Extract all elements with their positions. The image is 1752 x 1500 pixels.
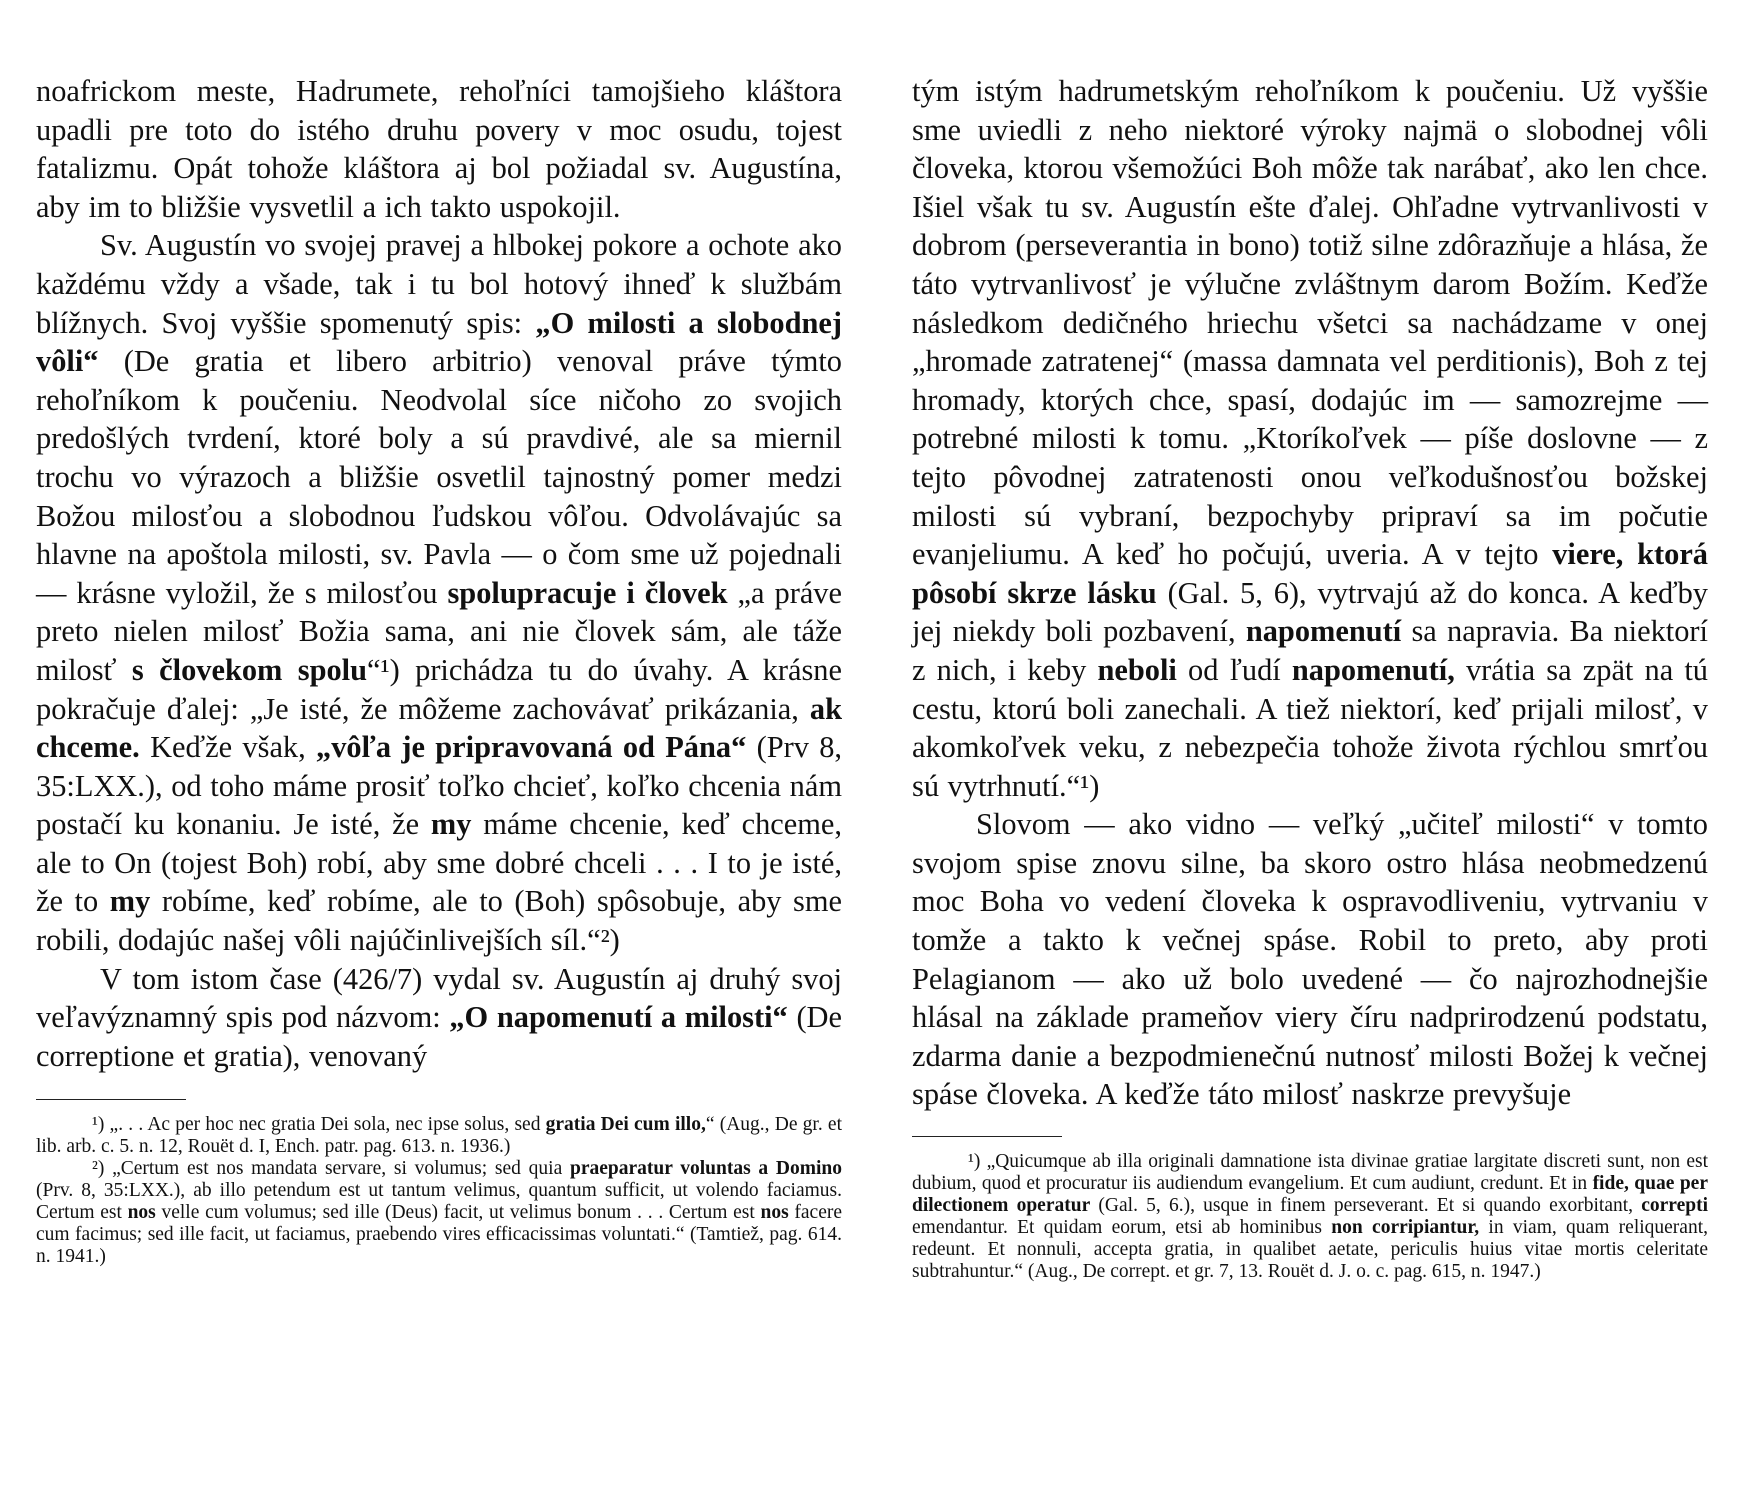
text-run: „a práve preto nielen milosť Božia sama, ani nie človek sám, ale táže milosť (36, 575, 842, 687)
text-run: tým istým hadrumetským rehoľníkom k poučeniu. Už vyššie sme uviedli z neho niektoré výroky najmä o slobodnej vôli človeka, ktorou všemožúci Boh môže tak narábať, ako len chce. Išiel však tu sv. Augustín ešte ďalej. Ohľadne vytrvanlivosti v dobrom (perseverantia in bono) totiž silne zdôrazňuje a hlása, že táto vytrvanlivosť je výlučne zvláštnym darom Božím. Keďže následkom dedičného hriechu všetci sa nachádzame v onej „hromade zatratenej“ (massa damnata vel perditionis), Boh z tej hromady, ktorých chce, spasí, dodajúc im — samozrejme — potrebné milosti k tomu. „Ktoríkoľvek — píše doslovne — z tejto pôvodnej zatratenosti onou veľkodušnosťou božskej milosti sú vybraní, bezpochyby pripraví sa im počutie evanjeliumu. A keď ho počujú, uveria. A v tejto (912, 74, 1708, 572)
text-run: (De gratia et libero arbitrio) venoval práve týmto rehoľníkom k poučeniu. Neodvolal síce ničoho zo svojich predošlých tvrdení, ktoré boly a sú pravdivé, ale sa miernil trochu vo výrazoch a bližšie osvetlil tajnostný pomer medzi Božou milosťou a slobodnou ľudskou vôľou. Odvolávajúc sa hlavne na apoštola milosti, sv. Pavla — o čom sme už pojednali — krásne vyložil, že s milosťou (36, 344, 842, 610)
text-run: in viam, quam reliquerant, redeunt. Et nonnuli, accepta gratia, in qualibet aetate, periculis huius vitae mortis celeritate subtrahuntur.“ (Aug., De corrept. et gr. 7, 13. Rouët d. J. o. c. pag. 615, n. 1947.) (912, 1217, 1708, 1283)
text-run: Keďže však, (139, 730, 317, 765)
bold-text-run: napomenutí, (1291, 652, 1455, 687)
text-run: V tom istom čase (426/7) vydal sv. Augustín aj druhý svoj veľavýznamný spis pod názvom: (36, 961, 842, 1035)
text-run: ¹) „. . . Ac per hoc nec gratia Dei sola, nec ipse solus, sed (92, 1114, 546, 1136)
text-run: vrátia sa zpät na tú cestu, ktorú boli zanechali. A tiež niektorí, keď prijali milosť, v akomkoľvek veku, z nebezpečia tohože života rýchlou smrťou sú vytrhnutí.“¹) (912, 652, 1708, 803)
text-run: robíme, keď robíme, ale to (Boh) spôsobuje, aby sme robili, dodajúc našej vôli najúčinlivejších síl.“²) (36, 884, 842, 958)
right-page-body (912, 72, 1708, 1114)
text-run: máme chcenie, keď chceme, ale to On (tojest Boh) robí, aby sme dobré chceli . . . I to je isté, že to (36, 807, 842, 919)
footnote-rule (36, 1099, 186, 1100)
text-run: (De correptione et gratia), venovaný (36, 1000, 842, 1073)
bold-text-run: gratia Dei cum illo, (545, 1114, 706, 1136)
footnote (36, 1114, 842, 1158)
bold-text-run: ak chceme. (36, 691, 842, 765)
bold-text-run: my (430, 807, 472, 842)
bold-text-run: „vôľa je pripravovaná od Pána“ (316, 730, 747, 765)
bold-text-run: praeparatur voluntas a Domino (569, 1158, 842, 1180)
footnote (36, 1158, 842, 1268)
text-run: emendantur. Et quidam eorum, etsi ab hominibus (912, 1217, 1332, 1239)
text-run: (Gal. 5, 6.), usque in finem perseverant. Et si quando exorbitant, (1090, 1195, 1642, 1217)
text-run: sa napravia. Ba niektorí z nich, i keby (912, 614, 1708, 687)
bold-text-run: „O napomenutí a milosti“ (449, 1000, 788, 1035)
bold-text-run: viere, ktorá pôsobí skrze lásku (912, 537, 1709, 610)
text-run: (Prv. 8, 35:LXX.), ab illo petendum est ut tantum velimus, quantum sufficit, ut volendo faciamus. Certum est (36, 1180, 842, 1224)
paragraph (912, 72, 1708, 805)
text-run: od ľudí (1176, 652, 1292, 687)
bold-text-run: spolupracuje i človek (447, 575, 728, 610)
text-run: “ (Aug., De gr. et lib. arb. c. 5. n. 12, Rouët d. I, Ench. patr. pag. 613. n. 1936.) (36, 1114, 842, 1158)
left-page-body (36, 72, 842, 1075)
text-run: ¹) „Quicumque ab illa originali damnatione ista divinae gratiae largitate discreti sunt, non est dubium, quod et procuratur iis audiendum evangelium. Et cum audiunt, credunt. Et in (912, 1151, 1708, 1195)
text-run: velle cum volumus; sed ille (Deus) facit, ut velimus bonum . . . Certum est (155, 1202, 761, 1224)
bold-text-run: „O milosti a slobodnej vôli“ (36, 305, 842, 379)
text-run: noafrickom meste, Hadrumete, rehoľníci tamojšieho kláštora upadli pre toto do istého druhu povery v moc osudu, tojest fatalizmu. Opát tohože kláštora aj bol požiadal sv. Augustína, aby im to bližšie vysvetlil a ich takto uspokojil. (36, 74, 842, 224)
bold-text-run: correpti (1641, 1195, 1708, 1217)
text-run: Slovom — ako vidno — veľký „učiteľ milosti“ v tomto svojom spise znovu silne, ba skoro ostro hlása neobmedzenú moc Boha vo vedení človeka k ospravodliveniu, vytrvaniu v tomže a takto k večnej spáse. Robil to preto, aby proti Pelagianom — ako už bolo uvedené — čo najrozhodnejšie hlásal na základe prameňov viery číru nadprirodzenú podstatu, zdarma danie a bezpodmienečnú nutnosť milosti Božej k večnej spáse človeka. A keďže táto milosť naskrze prevyšuje (912, 807, 1708, 1112)
bold-text-run: non corripiantur, (1331, 1217, 1480, 1239)
left-page-footnotes (36, 1114, 842, 1268)
footnote-rule (912, 1136, 1062, 1137)
paragraph (36, 226, 842, 959)
text-run: (Prv 8, 35:LXX.), od toho máme prosiť toľko chcieť, koľko chcenia nám postačí ku konaniu. Je isté, že (36, 730, 842, 842)
text-run: ²) „Certum est nos mandata servare, si volumus; sed quia (92, 1158, 570, 1180)
left-page-column (36, 72, 842, 1268)
text-run: “¹) prichádza tu do úvahy. A krásne pokračuje ďalej: „Je isté, že môžeme zachovávať prikázania, (36, 652, 842, 726)
paragraph (36, 960, 842, 1076)
paragraph (912, 805, 1708, 1114)
bold-text-run: nos (127, 1202, 156, 1224)
bold-text-run: napomenutí (1245, 614, 1402, 649)
right-page-footnotes (912, 1151, 1708, 1283)
text-run: (Gal. 5, 6), vytrvajú až do konca. A keďby jej niekdy boli pozbavení, (912, 575, 1708, 649)
paragraph (36, 72, 842, 226)
bold-text-run: my (109, 884, 151, 919)
text-run: Sv. Augustín vo svojej pravej a hlbokej pokore a ochote ako každému vždy a všade, tak i tu bol hotový ihneď k službám blížnych. Svoj vyššie spomenutý spis: (36, 228, 842, 340)
bold-text-run: nos (760, 1202, 789, 1224)
footnote (912, 1151, 1708, 1283)
bold-text-run: s človekom spolu (131, 652, 368, 687)
bold-text-run: fide, quae per dilectionem operatur (912, 1173, 1708, 1217)
text-run: facere cum facimus; sed ille facit, ut faciamus, praebendo vires efficacissimas voluntati.“ (Tamtiež, pag. 614. n. 1941.) (36, 1202, 843, 1268)
right-page-column (912, 72, 1708, 1283)
bold-text-run: neboli (1097, 652, 1177, 687)
